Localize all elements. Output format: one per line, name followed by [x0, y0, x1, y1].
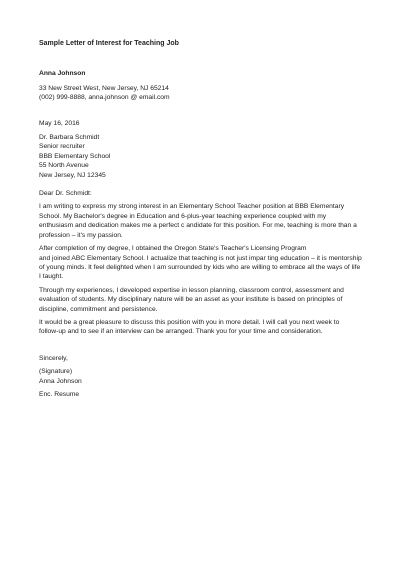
recipient-street: 55 North Avenue	[39, 162, 89, 170]
signature-name: Anna Johnson	[39, 377, 82, 385]
recipient-organization: BBB Elementary School	[39, 152, 111, 160]
paragraph-line: enthusiasm and dedication makes me a perfect c andidate for this position. For me, teaching is more than a	[39, 222, 357, 230]
body-paragraph	[39, 318, 373, 337]
paragraph-line: of young minds. It feel delighted when I am surrounded by kids who are willing to embrace all the ways of life	[39, 263, 361, 271]
signature-placeholder: (Signature)	[39, 368, 73, 376]
body-paragraph	[39, 244, 373, 282]
body-paragraph	[39, 202, 373, 240]
paragraph-line: profession – it's my passion.	[39, 231, 123, 239]
sender-address: 33 New Street West, New Jersey, NJ 65214	[39, 84, 169, 92]
sender-name: Anna Johnson	[39, 70, 86, 78]
recipient-city: New Jersey, NJ 12345	[39, 171, 106, 179]
paragraph-line: follow-up and to see if an interview can be arranged. Thank you for your time and consideration.	[39, 328, 323, 336]
recipient-name: Dr. Barbara Schmidt	[39, 134, 100, 142]
paragraph-line: I am writing to express my strong interest in an Elementary School Teacher position at BBB Elementary	[39, 203, 345, 211]
enclosure-note: Enc. Resume	[39, 390, 80, 398]
recipient-block	[39, 133, 373, 180]
paragraph-line: discipline, commitment and persistence.	[39, 305, 158, 313]
letter-date: May 16, 2016	[39, 119, 80, 127]
paragraph-line: and joined ABC Elementary School. I actualize that teaching is not just impar ting education – it is mentorship	[39, 254, 362, 262]
signature-block	[39, 367, 373, 386]
recipient-title: Senior recruiter	[39, 143, 85, 151]
paragraph-line: School. My Bachelor's degree in Education and 6-plus-year teaching experience coupled with my	[39, 212, 327, 220]
salutation: Dear Dr. Schmidt:	[39, 190, 92, 198]
sender-contact-block	[39, 84, 373, 103]
closing: Sincerely,	[39, 354, 68, 362]
document-title: Sample Letter of Interest for Teaching Job	[39, 40, 179, 47]
body-paragraph	[39, 286, 373, 314]
sender-contact: (002) 999-8888, anna.johnson @ email.com	[39, 94, 170, 102]
paragraph-line: Through my experiences, I developed expertise in lesson planning, classroom control, assessment and	[39, 286, 344, 294]
paragraph-line: evaluation of students. My disciplinary nature will be an asset as your institute is based on principles of	[39, 296, 343, 304]
paragraph-line: It would be a great pleasure to discuss this position with you in more detail. I will call you next week to	[39, 318, 340, 326]
paragraph-line: After completion of my degree, I obtained the Oregon State's Teacher's Licensing Program	[39, 245, 307, 253]
paragraph-line: I taught.	[39, 273, 64, 281]
